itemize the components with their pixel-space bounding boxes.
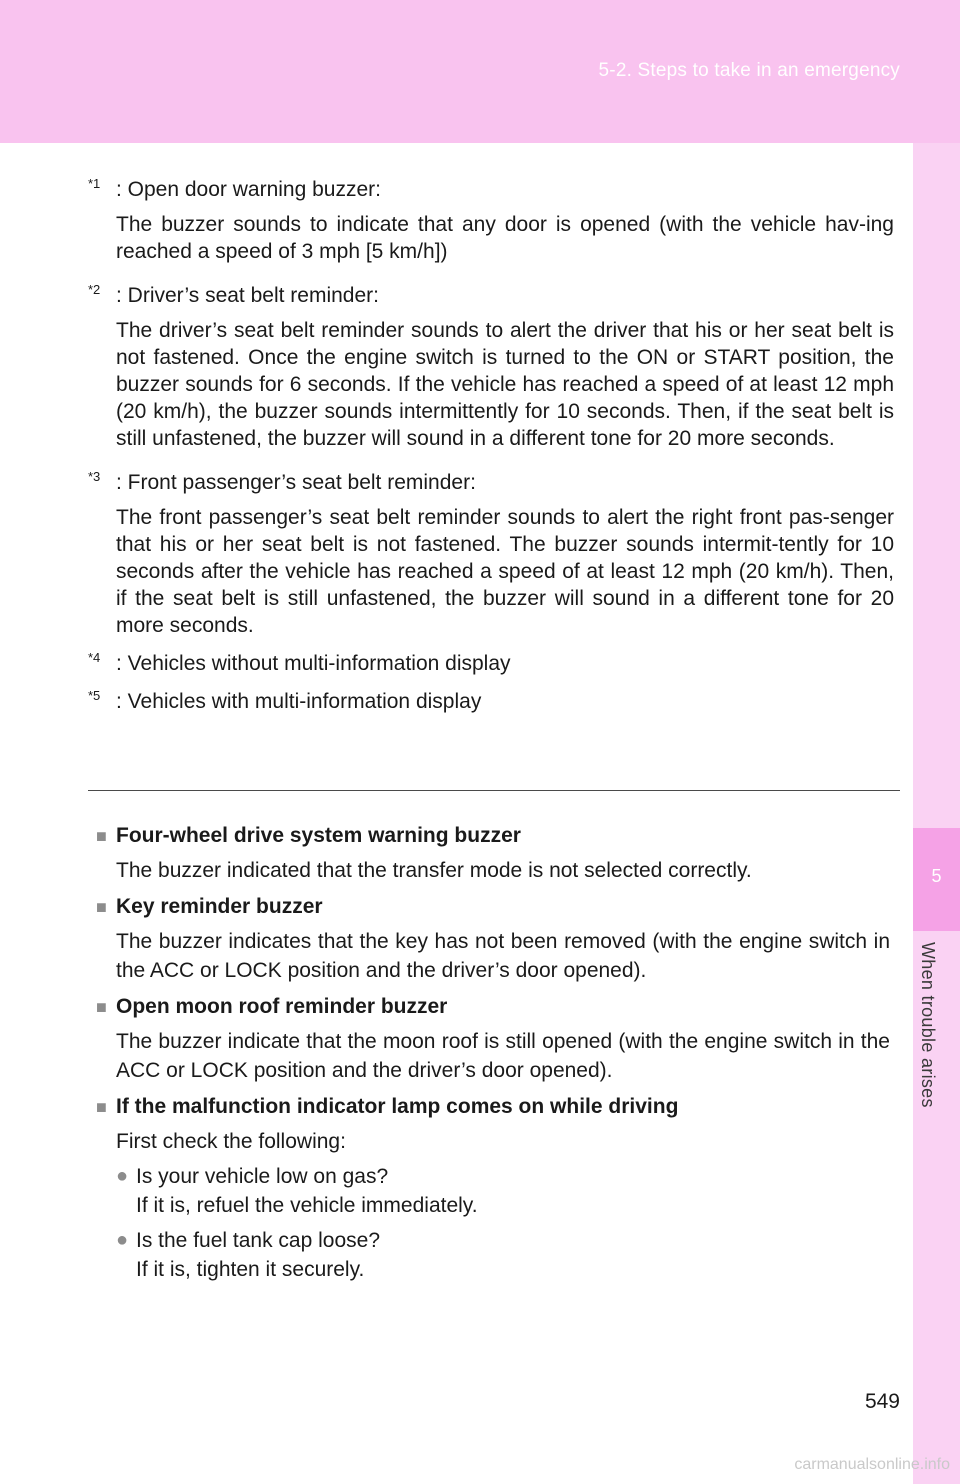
chapter-label: When trouble arises	[918, 942, 938, 1108]
bullet-question: Is your vehicle low on gas?	[136, 1165, 389, 1188]
footnote-marker: *1	[88, 176, 101, 191]
footnote-title: : Vehicles without multi-information display	[116, 652, 511, 675]
note-body: First check the following:	[116, 1130, 346, 1153]
note-malfunction-lamp	[96, 1091, 890, 1284]
note-body: The buzzer indicates that the key has not been removed (with the engine switch in the ACC or LOCK position and the driver’s door opened).	[116, 930, 890, 982]
note-title: If the malfunction indicator lamp comes on while driving	[116, 1095, 679, 1118]
footnote-title: : Driver’s seat belt reminder:	[116, 284, 379, 307]
square-bullet-icon: ■	[96, 897, 107, 917]
footnote-marker: *5	[88, 688, 101, 703]
note-key-reminder	[96, 891, 890, 985]
footnote-marker: *2	[88, 282, 101, 297]
square-bullet-icon: ■	[96, 826, 107, 846]
footnote-3	[88, 466, 894, 639]
footnote-body: The driver’s seat belt reminder sounds to alert the driver that his or her seat belt is not fastened. Once the engine switch is turned to the ON or START position, the buzzer sounds for 6 seconds. If the vehicle has reached a speed of at least 12 mph (20 km/h), the buzzer sounds intermittently for 10 seconds. Then, if the seat belt is still unfastened, the buzzer will sound in a different tone for 20 more seconds.	[116, 319, 894, 450]
footnote-marker: *3	[88, 469, 101, 484]
note-title: Key reminder buzzer	[116, 895, 323, 918]
footnote-2	[88, 279, 894, 452]
bullet-answer: If it is, refuel the vehicle immediately.	[136, 1194, 478, 1217]
footnote-title: : Vehicles with multi-information display	[116, 690, 482, 713]
chapter-number: 5	[931, 866, 942, 886]
notes-section	[96, 814, 890, 1284]
circle-bullet-icon: ●	[116, 1229, 129, 1251]
bullet-question: Is the fuel tank cap loose?	[136, 1229, 380, 1252]
list-item	[96, 1226, 890, 1284]
note-body: The buzzer indicated that the transfer mode is not selected correctly.	[116, 859, 752, 882]
square-bullet-icon: ■	[96, 1097, 107, 1117]
section-title: 5-2. Steps to take in an emergency	[598, 60, 900, 81]
note-title: Four-wheel drive system warning buzzer	[116, 824, 521, 847]
footnote-body: The buzzer sounds to indicate that any door is opened (with the vehicle hav-ing reached a speed of 3 mph [5 km/h])	[116, 213, 894, 263]
note-moon-roof	[96, 991, 890, 1085]
footnote-5	[88, 685, 894, 719]
footnote-1	[88, 173, 894, 265]
page-number: 549	[864, 1390, 900, 1413]
chapter-label-container	[913, 942, 960, 1142]
note-title: Open moon roof reminder buzzer	[116, 995, 448, 1018]
page-header	[0, 0, 960, 143]
footnote-4	[88, 647, 894, 681]
footnotes	[88, 173, 894, 719]
footnote-title: : Open door warning buzzer:	[116, 178, 381, 201]
watermark: carmanualsonline.info	[794, 1456, 950, 1473]
note-body: The buzzer indicate that the moon roof is still opened (with the engine switch in the ACC or LOCK position and the driver’s door opened).	[116, 1030, 890, 1082]
square-bullet-icon: ■	[96, 997, 107, 1017]
bullet-answer: If it is, tighten it securely.	[136, 1258, 365, 1281]
side-tab-strip	[913, 143, 960, 1484]
note-four-wheel-drive	[96, 820, 890, 885]
list-item	[96, 1162, 890, 1220]
footnote-body: The front passenger’s seat belt reminder sounds to alert the right front pas-senger that his or her seat belt is not fastened. The buzzer sounds intermit-tently for 10 seconds after the vehicle has reached a speed of at least 12 mph (20 km/h). Then, if the seat belt is still unfastened, the buzzer will sound in a different tone for 20 more seconds.	[116, 506, 894, 637]
chapter-tab	[913, 828, 960, 931]
section-divider	[88, 790, 900, 791]
footnote-title: : Front passenger’s seat belt reminder:	[116, 471, 476, 494]
circle-bullet-icon: ●	[116, 1165, 129, 1187]
footnote-marker: *4	[88, 650, 101, 665]
